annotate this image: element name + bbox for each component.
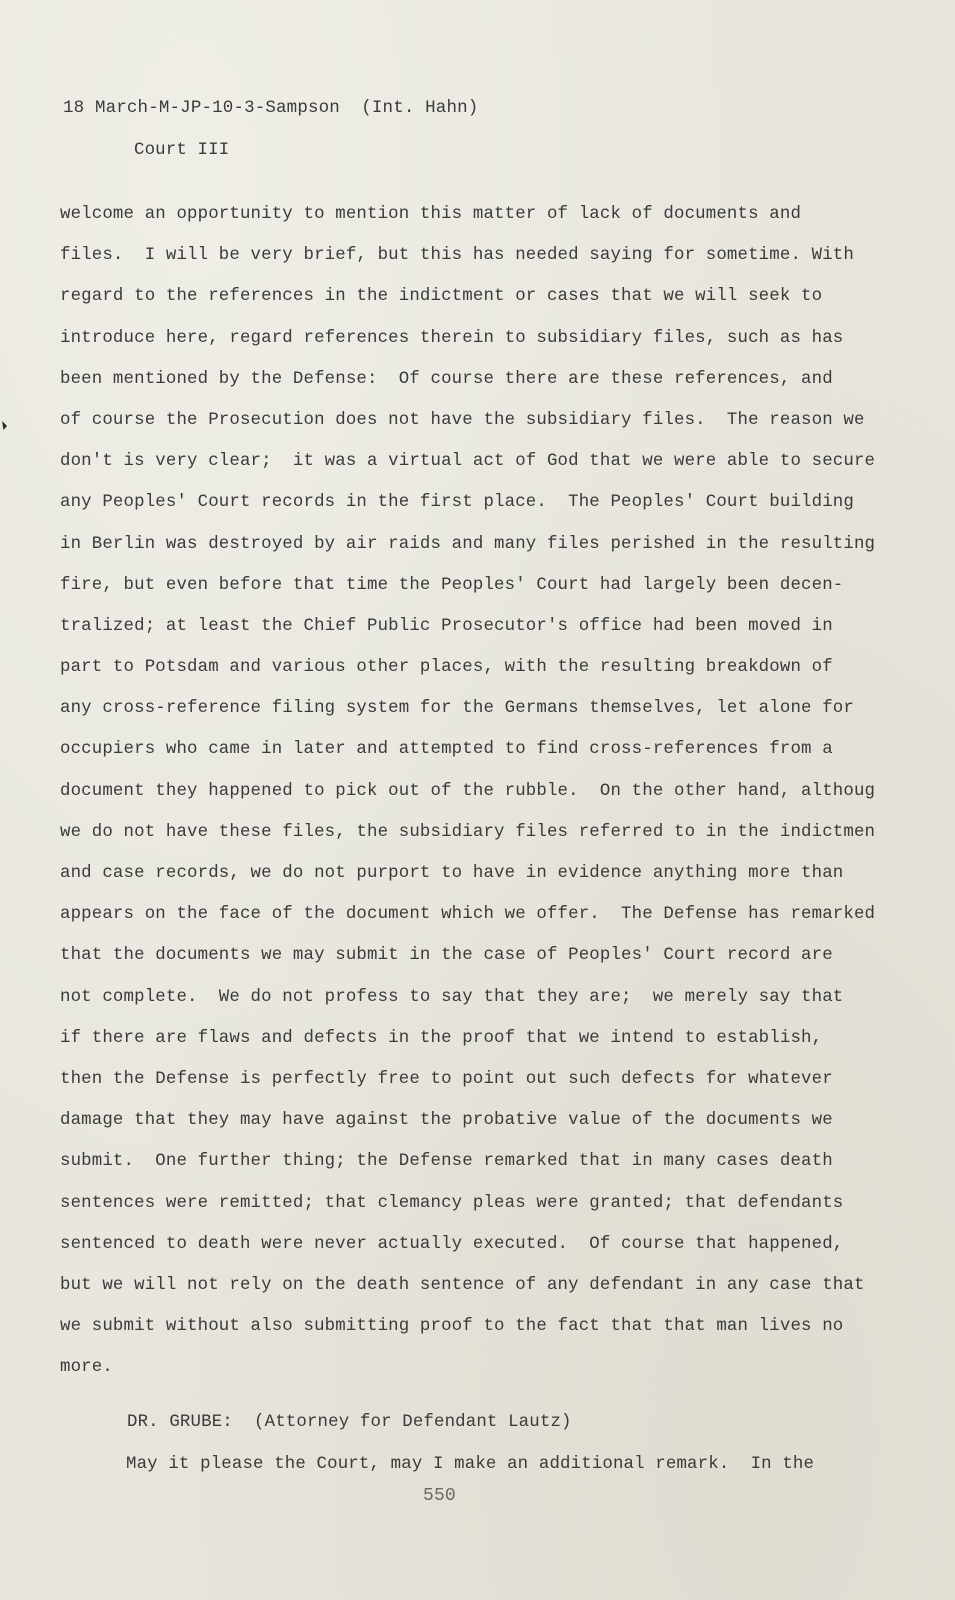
body-line: then the Defense is perfectly free to point out such defects for whatever bbox=[60, 1069, 833, 1089]
body-line: more. bbox=[60, 1358, 113, 1378]
body-line: submit. One further thing; the Defense remarked that in many cases death bbox=[60, 1152, 833, 1172]
speech-line: May it please the Court, may I make an additional remark. In the bbox=[126, 1455, 815, 1474]
speaker-label: DR. GRUBE: (Attorney for Defendant Lautz) bbox=[127, 1413, 572, 1432]
body-line: but we will not rely on the death sentence of any defendant in any case that bbox=[60, 1275, 865, 1295]
body-line: document they happened to pick out of the rubble. On the other hand, althoug bbox=[60, 781, 876, 801]
body-line: introduce here, regard references therein to subsidiary files, such as has bbox=[60, 328, 844, 348]
body-line: if there are flaws and defects in the proof that we intend to establish, bbox=[60, 1028, 823, 1048]
body-line: we do not have these files, the subsidiary files referred to in the indictmen bbox=[60, 822, 876, 842]
margin-mark bbox=[2, 421, 7, 430]
body-line: regard to the references in the indictment or cases that we will seek to bbox=[60, 287, 823, 307]
body-line: any cross-reference filing system for the Germans themselves, let alone for bbox=[60, 699, 854, 719]
body-line: sentences were remitted; that clemancy pleas were granted; that defendants bbox=[60, 1193, 844, 1213]
body-line: any Peoples' Court records in the first place. The Peoples' Court building bbox=[60, 493, 854, 513]
body-line: not complete. We do not profess to say that they are; we merely say that bbox=[60, 987, 844, 1007]
court-label: Court III bbox=[134, 141, 230, 160]
body-line: fire, but even before that time the Peoples' Court had largely been decen- bbox=[60, 575, 844, 595]
body-line: occupiers who came in later and attempted to find cross-references from a bbox=[60, 740, 833, 760]
body-line: of course the Prosecution does not have the subsidiary files. The reason we bbox=[60, 410, 865, 430]
body-line: that the documents we may submit in the case of Peoples' Court record are bbox=[60, 946, 833, 966]
transcript-body bbox=[60, 202, 920, 1396]
body-line: appears on the face of the document which we offer. The Defense has remarked bbox=[60, 905, 876, 925]
body-line: don't is very clear; it was a virtual act of God that we were able to secure bbox=[60, 452, 876, 472]
body-line: and case records, we do not purport to have in evidence anything more than bbox=[60, 864, 844, 883]
body-line: files. I will be very brief, but this has needed saying for sometime. With bbox=[60, 246, 854, 266]
body-line: we submit without also submitting proof to the fact that that man lives no bbox=[60, 1317, 844, 1337]
body-line: damage that they may have against the probative value of the documents we bbox=[60, 1111, 833, 1131]
document-header: 18 March-M-JP-10-3-Sampson (Int. Hahn) bbox=[63, 98, 479, 118]
body-line: been mentioned by the Defense: Of course there are these references, and bbox=[60, 369, 833, 389]
body-line: in Berlin was destroyed by air raids and many files perished in the resulting bbox=[60, 534, 876, 554]
page-number: 550 bbox=[423, 1486, 456, 1506]
body-line: welcome an opportunity to mention this matter of lack of documents and bbox=[60, 205, 802, 224]
body-line: part to Potsdam and various other places, with the resulting breakdown of bbox=[60, 658, 833, 678]
body-line: sentenced to death were never actually executed. Of course that happened, bbox=[60, 1234, 844, 1254]
body-line: tralized; at least the Chief Public Prosecutor's office had been moved in bbox=[60, 616, 833, 636]
